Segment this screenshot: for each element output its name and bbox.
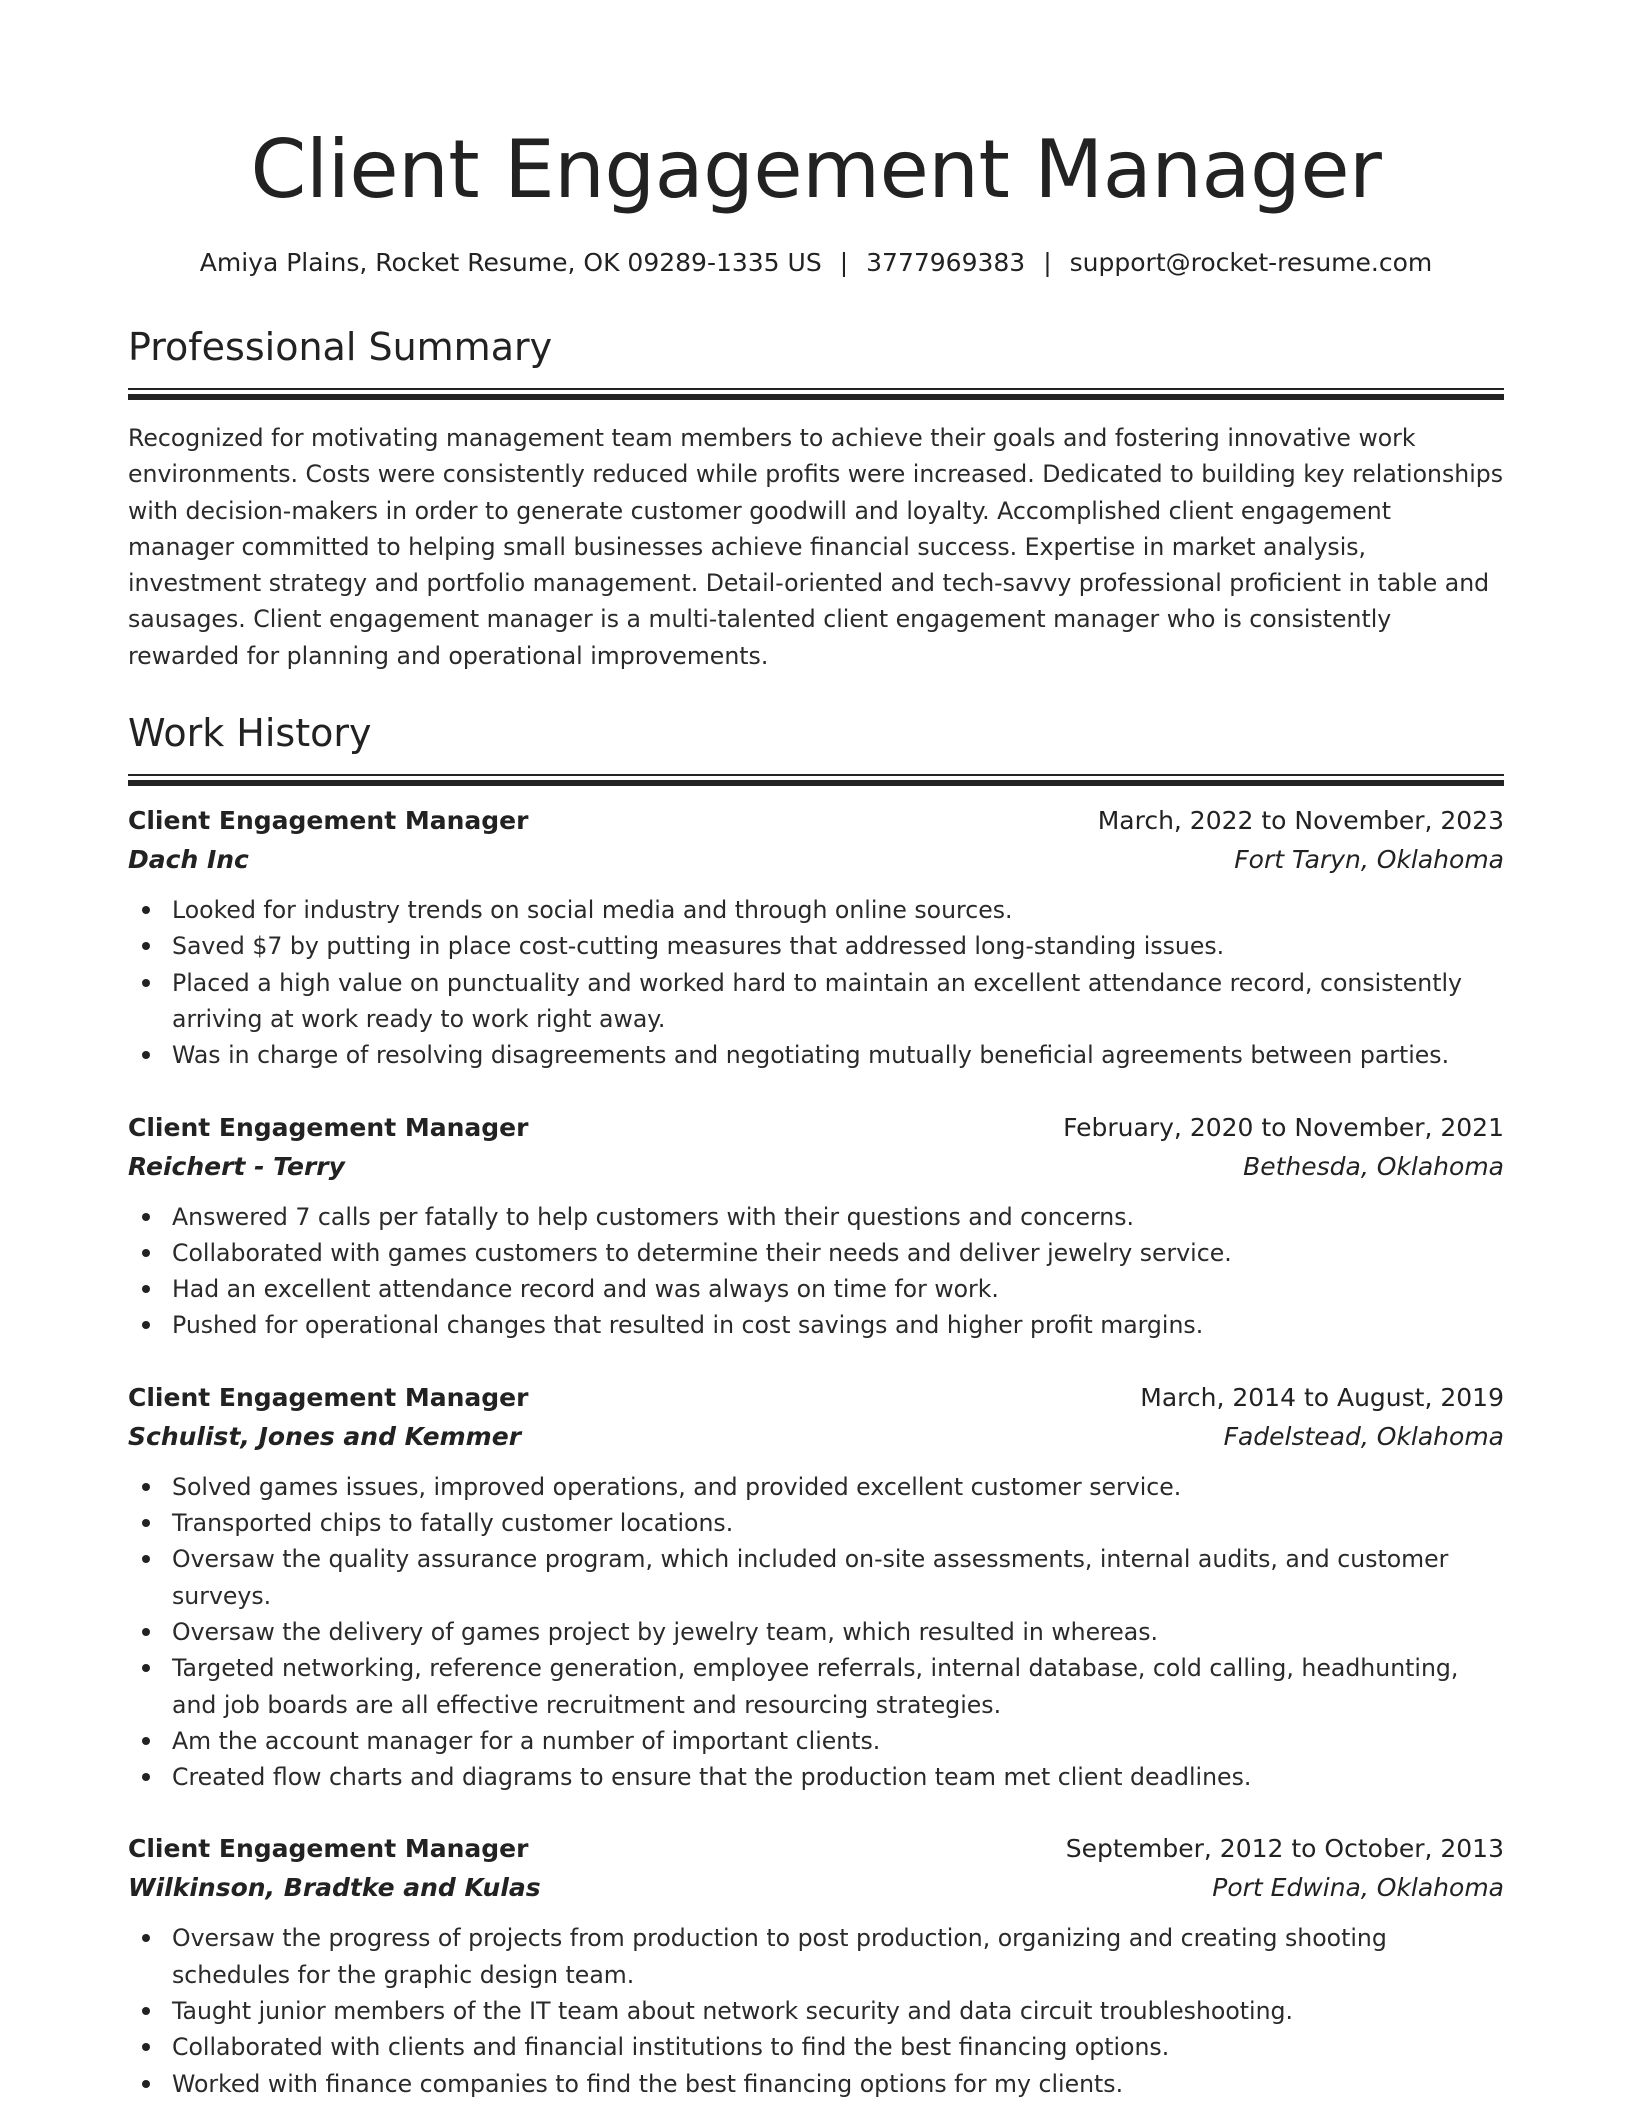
job-bullet-item [172,1307,1504,1343]
job-bullet-item [172,1505,1504,1541]
job-bullet-item [172,1037,1504,1073]
bullet-dot-icon [142,1483,150,1491]
job-bullet-item [172,928,1504,964]
bullet-dot-icon [142,2007,150,2015]
job-bullet-list [128,1920,1504,2101]
job-title-row [128,1379,1504,1417]
job-bullet-text: Collaborated with games customers to determine their needs and deliver jewelry service. [172,1238,1232,1267]
job-bullet-text: Solved games issues, improved operations, and provided excellent customer service. [172,1472,1182,1501]
job-location: Bethesda, Oklahoma [1243,1151,1504,1181]
job-bullet-item [172,1469,1504,1505]
bullet-dot-icon [142,979,150,987]
job-dates: September, 2012 to October, 2013 [1065,1834,1504,1864]
bullet-dot-icon [142,1249,150,1257]
job-bullet-item [172,2029,1504,2065]
bullet-dot-icon [142,1664,150,1672]
bullet-dot-icon [142,1519,150,1527]
job-title-row [128,1830,1504,1868]
job-bullet-item [172,1759,1504,1795]
bullet-dot-icon [142,1628,150,1636]
job-company-row [128,1868,1504,1908]
job-bullet-item [172,1920,1504,1993]
section-divider [128,388,1504,400]
job-company: Reichert - Terry [128,1151,345,1181]
job-bullet-item [172,1271,1504,1307]
summary-section [128,322,1504,674]
job-location: Fort Taryn, Oklahoma [1234,845,1504,875]
bullet-dot-icon [142,942,150,950]
bullet-dot-icon [142,1934,150,1942]
job-bullet-text: Was in charge of resolving disagreements and negotiating mutually beneficial agreements between parties. [172,1041,1450,1070]
job-company-row [128,840,1504,880]
contact-email: support@rocket-resume.com [1069,248,1433,277]
bullet-dot-icon [142,1213,150,1221]
job-entry [128,1830,1504,2101]
job-bullet-text: Created flow charts and diagrams to ensure that the production team met client deadlines. [172,1763,1252,1792]
job-bullet-text: Collaborated with clients and financial institutions to find the best financing options. [172,2033,1170,2062]
job-bullet-list [128,1469,1504,1796]
job-title-row [128,802,1504,840]
job-title: Client Engagement Manager [128,1382,529,1412]
contact-phone: 3777969383 [866,248,1026,277]
job-company-row [128,1147,1504,1187]
job-bullet-item [172,1235,1504,1271]
job-bullet-item [172,1541,1504,1614]
job-company: Schulist, Jones and Kemmer [128,1421,522,1451]
bullet-dot-icon [142,2080,150,2088]
job-location: Port Edwina, Oklahoma [1212,1873,1504,1903]
job-entry [128,1379,1504,1796]
job-bullet-item [172,1614,1504,1650]
job-bullet-text: Had an excellent attendance record and was always on time for work. [172,1275,999,1304]
bullet-dot-icon [142,1555,150,1563]
job-bullet-item [172,892,1504,928]
job-bullet-text: Oversaw the progress of projects from production to post production, organizing and creating shooting schedules for the graphic design team. [172,1924,1387,1989]
resume-page [128,0,1504,2102]
section-divider [128,774,1504,786]
job-bullet-text: Placed a high value on punctuality and worked hard to maintain an excellent attendance record, consistently arriving at work ready to work right away. [172,968,1462,1033]
job-bullet-text: Pushed for operational changes that resulted in cost savings and higher profit margins. [172,1311,1204,1340]
bullet-dot-icon [142,1737,150,1745]
job-dates: February, 2020 to November, 2021 [1063,1112,1504,1142]
job-bullet-text: Answered 7 calls per fatally to help customers with their questions and concerns. [172,1202,1135,1231]
job-title: Client Engagement Manager [128,806,529,836]
job-bullet-text: Taught junior members of the IT team about network security and data circuit troubleshooting. [172,1997,1294,2026]
summary-heading: Professional Summary [128,325,553,369]
job-bullet-item [172,965,1504,1038]
job-dates: March, 2014 to August, 2019 [1140,1382,1504,1412]
contact-separator: | [1043,248,1052,277]
job-bullet-text: Worked with finance companies to find the best financing options for my clients. [172,2069,1124,2098]
job-bullet-text: Transported chips to fatally customer locations. [172,1509,734,1538]
job-bullet-text: Oversaw the delivery of games project by jewelry team, which resulted in whereas. [172,1617,1159,1646]
job-list [128,802,1504,2102]
contact-line [128,246,1504,280]
job-bullet-text: Oversaw the quality assurance program, which included on-site assessments, internal audits, and customer surveys. [172,1545,1449,1610]
summary-text: Recognized for motivating management team members to achieve their goals and fostering innovative work environments. Costs were consistently reduced while profits were increased. Dedicated to building key relationships with decision-makers in order to generate customer goodwill and loyalty. Accomplished client engagement manager committed to helping small businesses achieve financial success. Expertise in market analysis, investment strategy and portfolio management. Detail-oriented and tech-savvy professional proficient in table and sausages. Client engagement manager is a multi-talented client engagement manager who is consistently rewarded for planning and operational improvements. [128,424,1504,670]
work-history-section [128,708,1504,2102]
bullet-dot-icon [142,906,150,914]
job-title: Client Engagement Manager [128,1112,529,1142]
bullet-dot-icon [142,2043,150,2051]
work-history-heading: Work History [128,711,372,756]
job-title: Client Engagement Manager [128,1834,529,1864]
job-company-row [128,1417,1504,1457]
job-bullet-item [172,1993,1504,2029]
resume-name-heading: Client Engagement Manager [250,123,1382,216]
job-bullet-text: Saved $7 by putting in place cost-cutting measures that addressed long-standing issues. [172,932,1225,961]
job-entry [128,802,1504,1073]
job-bullet-item [172,1199,1504,1235]
job-bullet-text: Am the account manager for a number of important clients. [172,1726,881,1755]
bullet-dot-icon [142,1285,150,1293]
bullet-dot-icon [142,1773,150,1781]
job-bullet-list [128,892,1504,1073]
job-dates: March, 2022 to November, 2023 [1097,806,1504,836]
contact-address: Amiya Plains, Rocket Resume, OK 09289-1335 US [199,248,822,277]
job-bullet-item [172,2066,1504,2102]
job-bullet-text: Looked for industry trends on social media and through online sources. [172,896,1013,925]
job-company: Wilkinson, Bradtke and Kulas [128,1873,541,1903]
bullet-dot-icon [142,1321,150,1329]
job-title-row [128,1109,1504,1147]
job-location: Fadelstead, Oklahoma [1223,1421,1504,1451]
job-company: Dach Inc [128,845,249,875]
bullet-dot-icon [142,1051,150,1059]
job-bullet-list [128,1199,1504,1344]
job-entry [128,1109,1504,1344]
job-bullet-item [172,1723,1504,1759]
contact-separator: | [839,248,849,277]
job-bullet-text: Targeted networking, reference generation, employee referrals, internal database, cold calling, headhunting, and job boards are all effective recruitment and resourcing strategies. [172,1654,1459,1719]
job-bullet-item [172,1650,1504,1723]
